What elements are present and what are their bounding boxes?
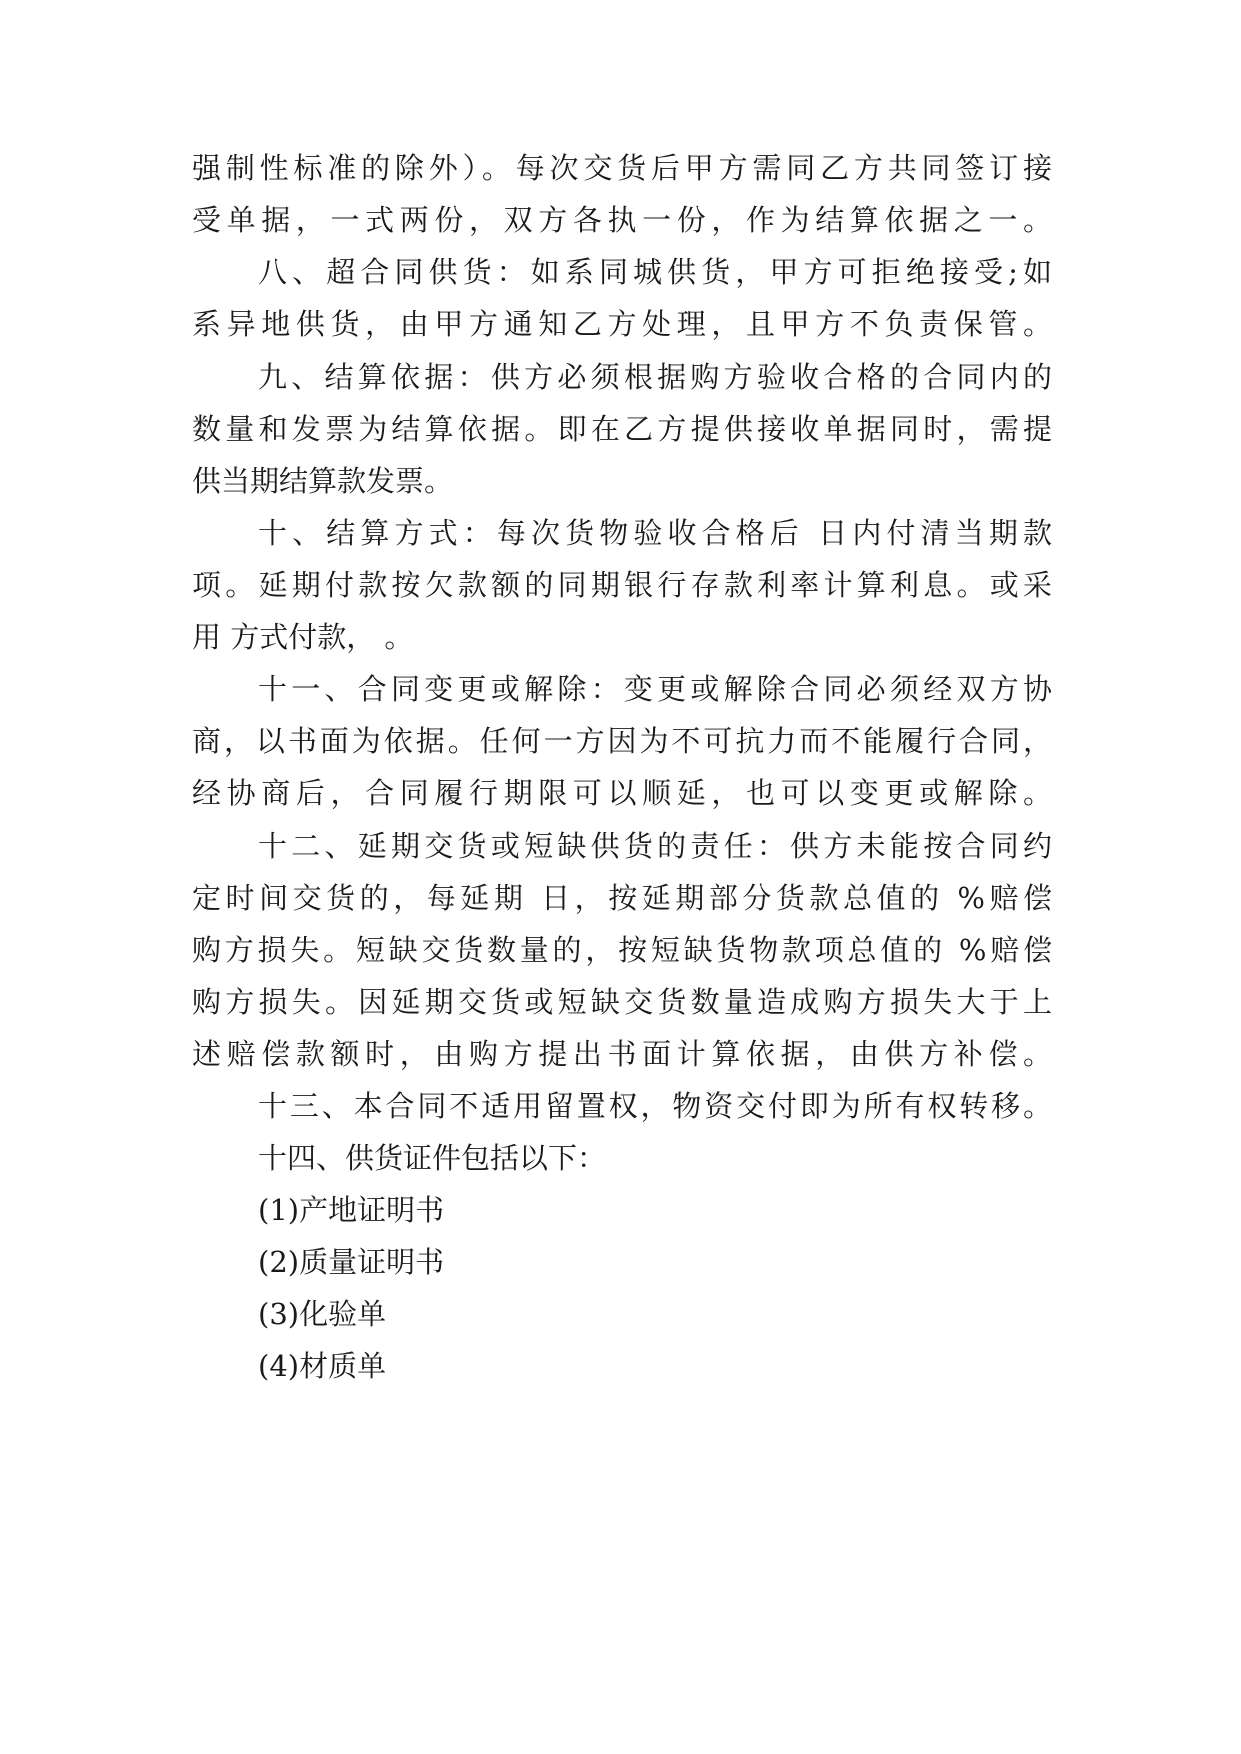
- paragraph-line: 商，以书面为依据。任何一方因为不可抗力而不能履行合同，: [192, 724, 1052, 758]
- paragraph-line: 强制性标准的除外）。每次交货后甲方需同乙方共同签订接: [192, 151, 1052, 185]
- paragraph-line: 十三、本合同不适用留置权，物资交付即为所有权转移。: [258, 1089, 1052, 1123]
- list-item: (4)材质单: [258, 1349, 387, 1383]
- paragraph-line: 十、结算方式：每次货物验收合格后 日内付清当期款: [258, 516, 1052, 550]
- paragraph-line: 述赔偿款额时，由购方提出书面计算依据，由供方补偿。: [192, 1037, 1052, 1071]
- paragraph-line: 供当期结算款发票。: [192, 464, 454, 498]
- paragraph-line: 十二、延期交货或短缺供货的责任：供方未能按合同约: [258, 829, 1052, 863]
- paragraph-line: 九、结算依据：供方必须根据购方验收合格的合同内的: [258, 360, 1052, 394]
- paragraph-line: 数量和发票为结算依据。即在乙方提供接收单据同时，需提: [192, 412, 1052, 446]
- paragraph-line: 用 方式付款， 。: [192, 620, 414, 654]
- paragraph-line: 购方损失。因延期交货或短缺交货数量造成购方损失大于上: [192, 985, 1052, 1019]
- paragraph-line: 十一、合同变更或解除：变更或解除合同必须经双方协: [258, 672, 1052, 706]
- paragraph-line: 系异地供货，由甲方通知乙方处理，且甲方不负责保管。: [192, 307, 1052, 341]
- paragraph-line: 经协商后，合同履行期限可以顺延，也可以变更或解除。: [192, 776, 1052, 810]
- list-item: (3)化验单: [258, 1297, 387, 1331]
- paragraph-line: 定时间交货的，每延期 日，按延期部分货款总值的 %赔偿: [192, 881, 1052, 915]
- list-item: (2)质量证明书: [258, 1245, 445, 1279]
- paragraph-line: 八、超合同供货：如系同城供货，甲方可拒绝接受;如: [258, 255, 1052, 289]
- list-item: (1)产地证明书: [258, 1193, 445, 1227]
- paragraph-line: 受单据，一式两份，双方各执一份，作为结算依据之一。: [192, 203, 1052, 237]
- paragraph-line: 项。延期付款按欠款额的同期银行存款利率计算利息。或采: [192, 568, 1052, 602]
- paragraph-line: 十四、供货证件包括以下：: [258, 1141, 607, 1175]
- paragraph-line: 购方损失。短缺交货数量的，按短缺货物款项总值的 %赔偿: [192, 933, 1052, 967]
